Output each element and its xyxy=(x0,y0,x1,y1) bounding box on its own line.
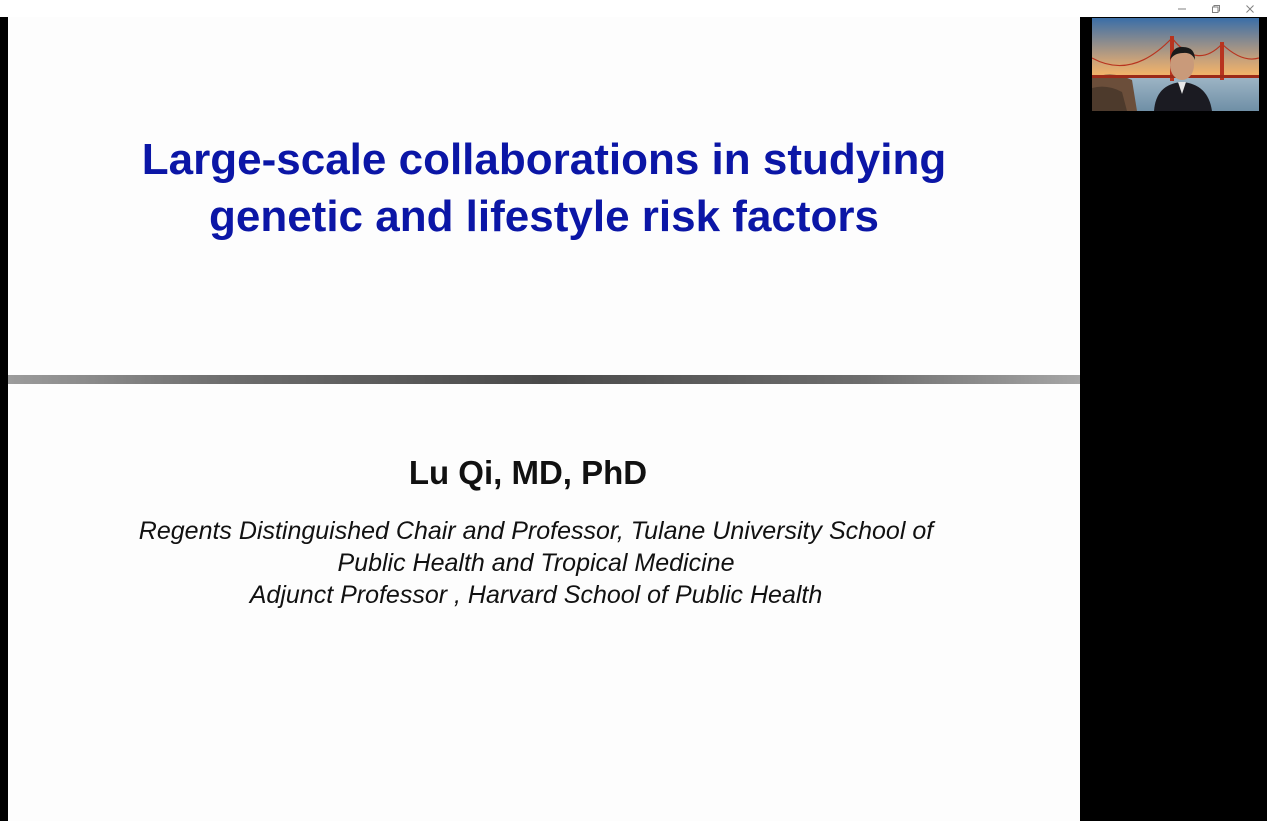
title-bar xyxy=(0,0,1267,17)
close-icon xyxy=(1245,4,1255,14)
restore-button[interactable] xyxy=(1199,0,1233,17)
close-button[interactable] xyxy=(1233,0,1267,17)
slide-title-line: Large-scale collaborations in studying xyxy=(141,135,947,184)
slide-divider xyxy=(8,375,1080,384)
restore-icon xyxy=(1211,4,1221,14)
participant-video-icon xyxy=(1092,18,1259,111)
affiliation-line: Regents Distinguished Chair and Professor, Tulane University School of xyxy=(138,517,934,545)
participant-video-tile[interactable] xyxy=(1092,18,1259,111)
left-border xyxy=(0,17,8,821)
window-controls xyxy=(1165,0,1267,17)
slide-title-line: genetic and lifestyle risk factors xyxy=(208,192,880,241)
author-name-text: Lu Qi, MD, PhD xyxy=(408,454,648,491)
minimize-button[interactable] xyxy=(1165,0,1199,17)
author-affiliation xyxy=(8,515,1064,611)
slide-title xyxy=(8,131,1080,245)
affiliation-line: Public Health and Tropical Medicine xyxy=(337,549,735,577)
participants-panel xyxy=(1080,17,1267,821)
minimize-icon xyxy=(1177,4,1187,14)
shared-slide xyxy=(8,17,1080,821)
affiliation-line: Adjunct Professor , Harvard School of Public Health xyxy=(249,581,823,609)
author-name xyxy=(8,453,1080,493)
